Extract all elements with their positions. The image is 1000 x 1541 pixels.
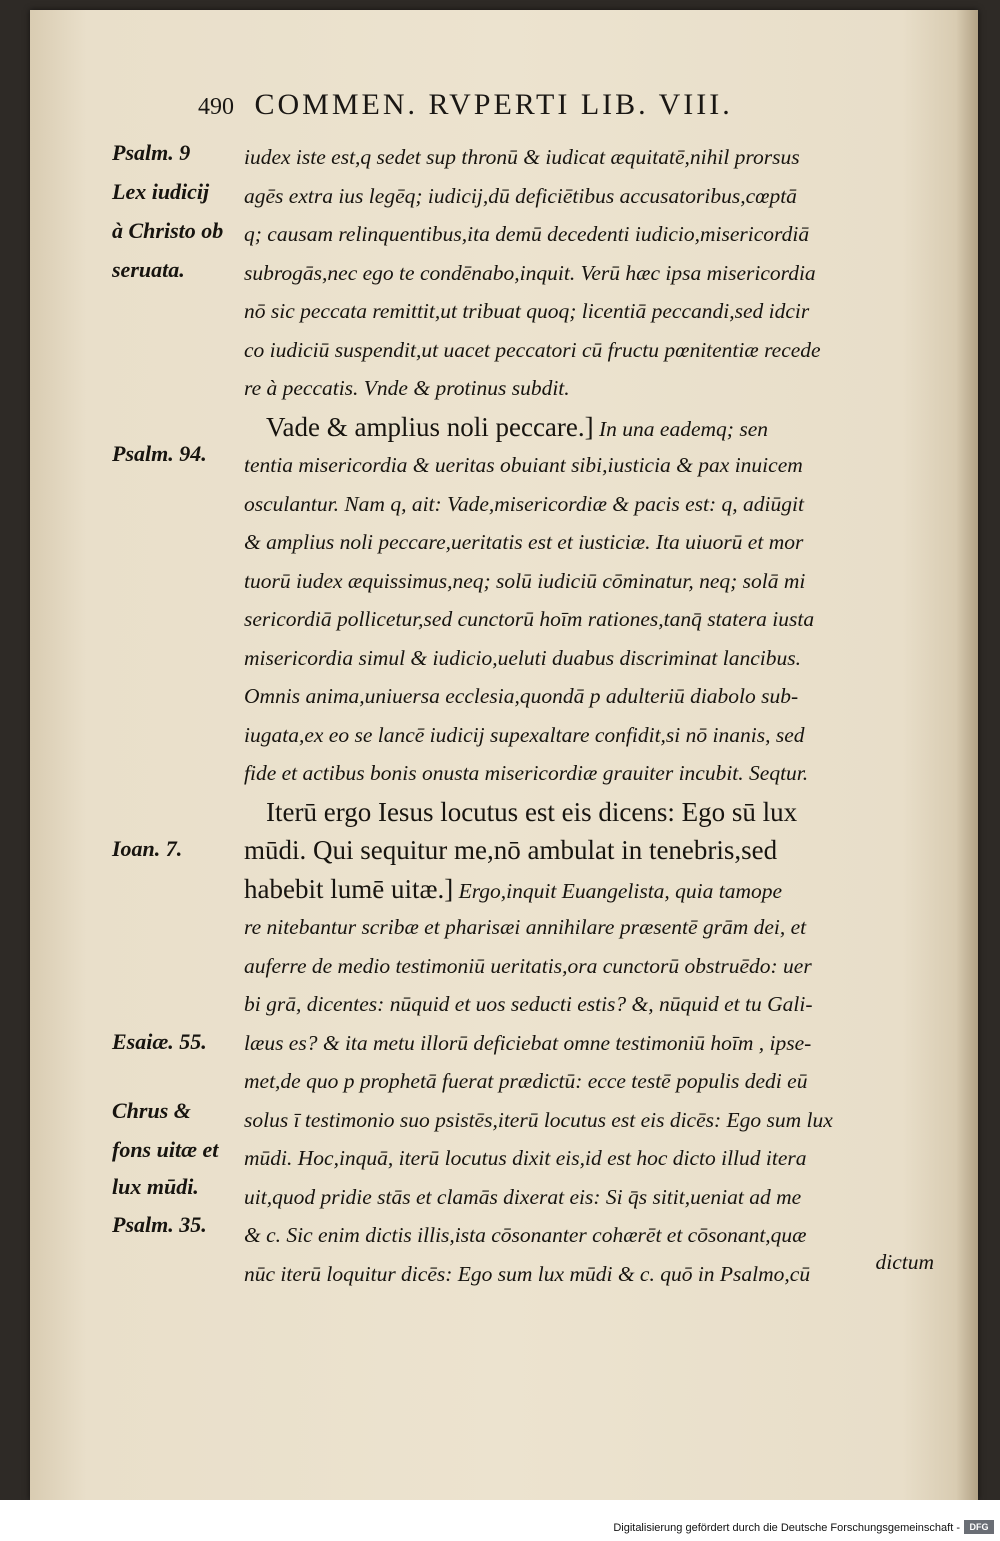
text-line: uit,quod pridie stās et clamās dixerat eis: Si q̄s sitit,ueniat ad me [244,1184,802,1209]
margin-note-psalm-35: Psalm. 35. [112,1212,207,1237]
text-line: iugata,ex eo se lancē iudicij supexaltare confidit,si nō inanis, sed [244,722,805,747]
margin-note-ioan-7: Ioan. 7. [112,836,183,861]
scripture-lemma-line: mūdi. Qui sequitur me,nō ambulat in tenebris,sed [244,835,778,865]
digitization-footer [0,1500,1000,1541]
text-line: bi grā, dicentes: nūquid et uos seducti estis? &, nūquid et tu Gali- [244,992,813,1016]
dfg-logo-icon: DFG [964,1520,994,1534]
scripture-lemma: Vade & amplius noli peccare.] [266,411,594,442]
text-line: solus ī testimonio suo psistēs,iterū locutus est eis dicēs: Ego sum lux [244,1107,833,1132]
text-line: q; causam relinquentibus,ita demū decedenti iudicio,misericordiā [244,222,810,246]
text-line: co iudiciū suspendit,ut uacet peccatori cū fructu pœnitentiæ recede [244,337,821,362]
text-line: sericordiā pollicetur,sed cunctorū hoīm rationes,tanq̄ statera iusta [244,607,815,631]
text-line: tuorū iudex æquissimus,neq; solū iudiciū cōminatur, neq; solā mi [244,568,806,593]
main-text-column [244,138,934,1293]
running-title: COMMEN. RVPERTI LIB. VIII. [254,88,733,121]
text-line: tentia misericordia & ueritas obuiant sibi,iusticia & pax inuicem [244,453,803,477]
text-line: mūdi. Hoc,inquā, iterū locutus dixit eis,id est hoc dicto illud itera [244,1146,807,1170]
text-line: nō sic peccata remittit,ut tribuat quoq; licentiā peccandi,sed idcir [244,299,810,323]
text-line: re à peccatis. Vnde & protinus subdit. [244,376,570,400]
scripture-lemma-line: Iterū ergo Iesus locutus est eis dicens: Ego sū lux [266,796,798,827]
text-line: agēs extra ius legēq; iudicij,dū deficiētibus accusatoribus,cœptā [244,183,797,208]
page-gutter-shadow [956,10,978,1500]
scripture-lemma: habebit lumē uitæ.] [244,873,454,904]
margin-note-fons-uitae: fons uitæ et [112,1137,219,1162]
text-line: subrogās,nec ego te condēnabo,inquit. Verū hæc ipsa misericordia [244,260,816,285]
funding-credit: Digitalisierung gefördert durch die Deutsche Forschungsgemeinschaft - [613,1522,960,1534]
margin-note-psalm-9: Psalm. 9 [112,140,191,165]
margin-note-psalm-94: Psalm. 94. [112,441,207,466]
text-line: & c. Sic enim dictis illis,ista cōsonanter cohærēt et cōsonant,quæ [244,1223,807,1247]
text-line: met,de quo p prophetā fuerat prædictū: ecce testē populis dedi eū [244,1069,808,1093]
commentary-text: In una eademq; sen [593,416,768,441]
text-line-with-lemma [244,408,934,447]
margin-note-esaiae-55: Esaiæ. 55. [112,1029,207,1054]
catchword: dictum [875,1250,934,1274]
folio-number: 490 [198,94,234,120]
text-line: misericordia simul & iudicio,ueluti duabus discriminat lancibus. [244,645,801,670]
text-line: læus es? & ita metu illorū deficiebat omne testimoniū hoīm , ipse- [244,1030,812,1055]
text-line: re nitebantur scribæ et pharisæi annihilare præsentē grām dei, et [244,915,807,939]
text-line: Omnis anima,uniuersa ecclesia,quondā p adulteriū diabolo sub- [244,684,799,708]
commentary-text: Ergo,inquit Euangelista, quia tamope [453,878,783,903]
margin-note-seruata: seruata. [112,257,185,282]
text-line: & amplius noli peccare,ueritatis est et iusticiæ. Ita uiuorū et mor [244,530,804,554]
running-header [198,88,918,132]
text-line: fide et actibus bonis onusta misericordiæ grauiter incubit. Seqtur. [244,761,809,785]
text-line: auferre de medio testimoniū ueritatis,ora cunctorū obstruēdo: uer [244,953,812,978]
margin-note-a-christo: à Christo ob [112,218,224,243]
text-line: nūc iterū loquitur dicēs: Ego sum lux mūdi & c. quō in Psalmo,cū [244,1261,811,1286]
text-line: iudex iste est,q sedet sup thronū & iudicat æquitatē,nihil prorsus [244,145,800,169]
margin-note-lex-iudicij: Lex iudicij [112,179,210,204]
text-line-with-lemma [244,870,934,909]
margin-note-lux-mundi: lux mūdi. [112,1174,199,1199]
text-line: osculantur. Nam q, ait: Vade,misericordiæ & pacis est: q, adiūgit [244,491,804,516]
margin-note-christus: Chrus & [112,1098,191,1123]
